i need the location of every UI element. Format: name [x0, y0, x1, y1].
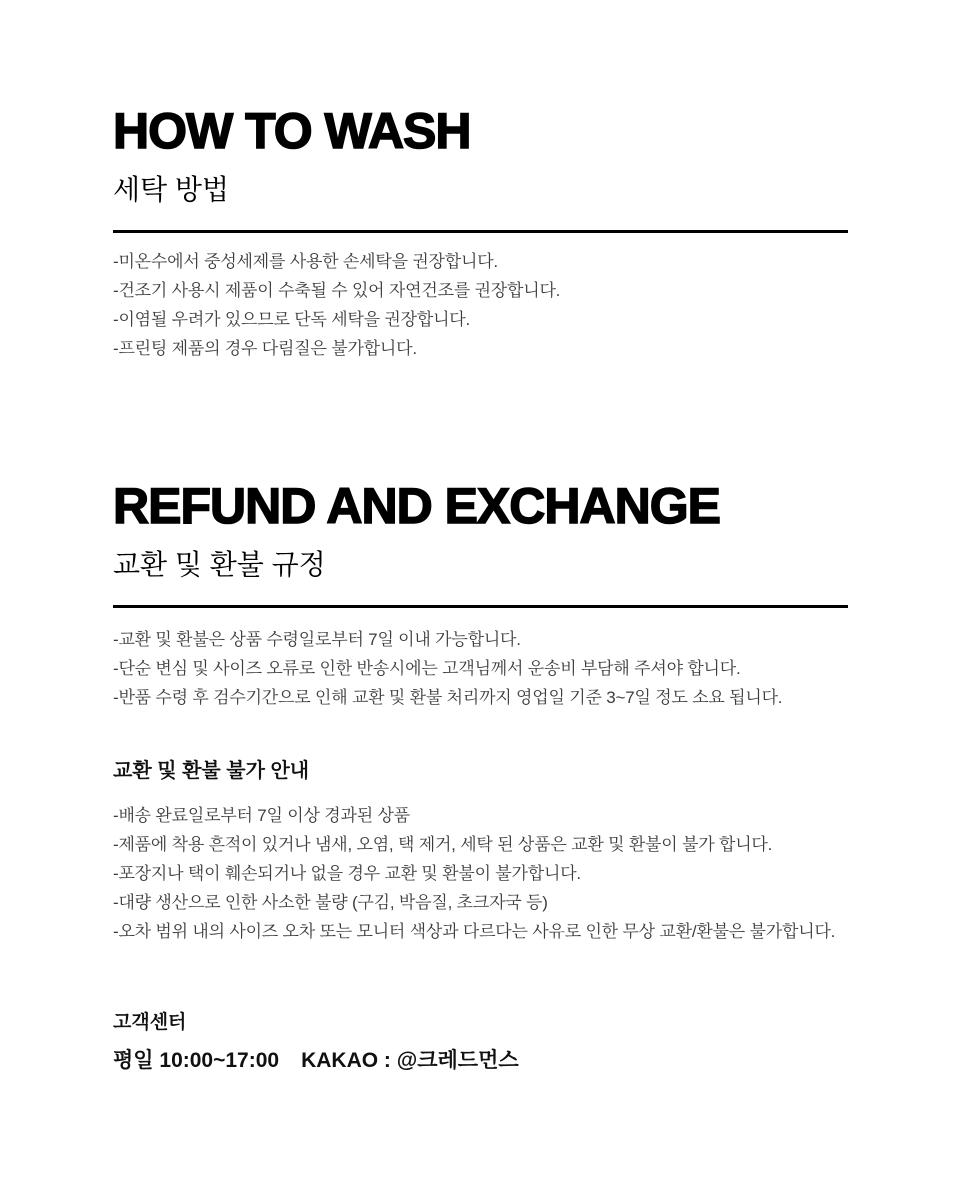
list-item: -건조기 사용시 제품이 수축될 수 있어 자연건조를 권장합니다. — [113, 281, 561, 300]
list-item: -반품 수령 후 검수기간으로 인해 교환 및 환불 처리까지 영업일 기준 3~7일 정도 소요 됩니다. — [113, 688, 783, 707]
refund-section-title-en: REFUND AND EXCHANGE — [113, 478, 720, 534]
list-item: -제품에 착용 흔적이 있거나 냄새, 오염, 택 제거, 세탁 된 상품은 교환 및 환불이 불가 합니다. — [113, 835, 773, 854]
customer-service-kakao: KAKAO : @크레드먼스 — [301, 1049, 519, 1072]
wash-instructions-list — [113, 247, 850, 363]
list-item: -미온수에서 중성세제를 사용한 손세탁을 권장합니다. — [113, 252, 498, 271]
list-item: -교환 및 환불은 상품 수령일로부터 7일 이내 가능합니다. — [113, 630, 521, 649]
no-refund-list — [113, 801, 850, 946]
list-item: -프린팅 제품의 경우 다림질은 불가합니다. — [113, 339, 417, 358]
customer-service-title: 고객센터 — [113, 1012, 187, 1033]
refund-divider — [113, 605, 848, 608]
customer-service-hours: 평일 10:00~17:00 — [113, 1049, 280, 1072]
list-item: -단순 변심 및 사이즈 오류로 인한 반송시에는 고객님께서 운송비 부담해 주셔야 합니다. — [113, 659, 741, 678]
wash-section-title-ko: 세탁 방법 — [113, 174, 229, 205]
policy-content — [113, 0, 850, 1074]
list-item: -이염될 우려가 있으므로 단독 세탁을 권장합니다. — [113, 310, 471, 329]
customer-service-info — [113, 1048, 850, 1074]
list-item: -오차 범위 내의 사이즈 오차 또는 모니터 색상과 다르다는 사유로 인한 무상 교환/환불은 불가합니다. — [113, 922, 836, 941]
no-refund-subheading: 교환 및 환불 불가 안내 — [113, 760, 310, 782]
list-item: -배송 완료일로부터 7일 이상 경과된 상품 — [113, 806, 410, 825]
refund-section-title-ko: 교환 및 환불 규정 — [113, 549, 326, 580]
wash-section-title-en: HOW TO WASH — [113, 103, 471, 159]
refund-policy-list — [113, 625, 850, 712]
list-item: -포장지나 택이 훼손되거나 없을 경우 교환 및 환불이 불가합니다. — [113, 864, 581, 883]
wash-divider — [113, 230, 848, 233]
list-item: -대량 생산으로 인한 사소한 불량 (구김, 박음질, 초크자국 등) — [113, 893, 548, 912]
